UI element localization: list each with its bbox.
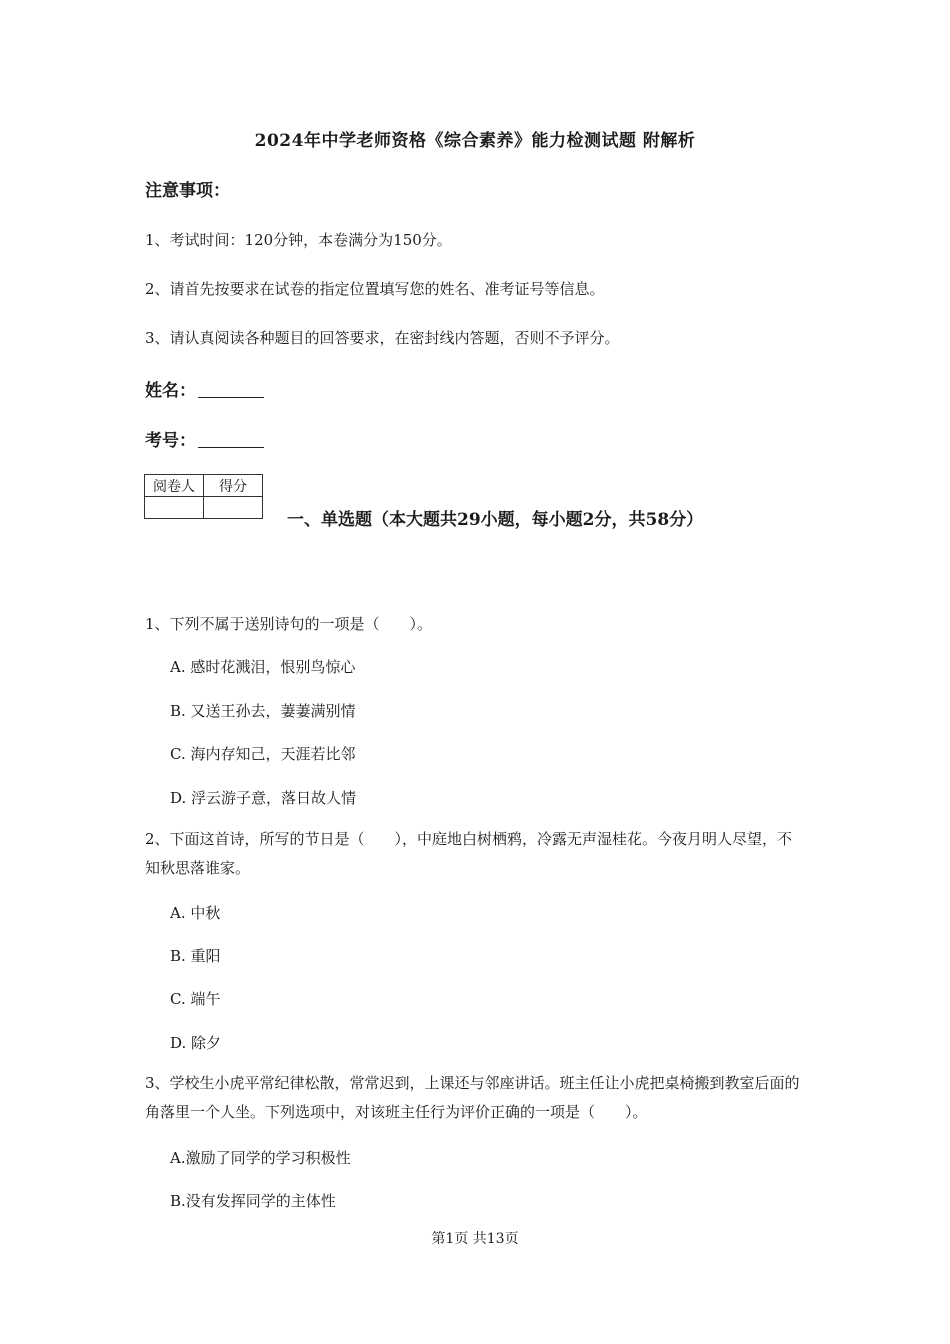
score-table — [144, 474, 263, 519]
option: A.激励了同学的学习积极性 — [170, 1149, 351, 1167]
notice-item: 1、考试时间：120分钟，本卷满分为150分。 — [145, 231, 452, 249]
page-footer: 第1页 共13页 — [431, 1231, 519, 1247]
name-label: 姓名： — [145, 381, 196, 401]
notice-item: 2、请首先按要求在试卷的指定位置填写您的姓名、准考证号等信息。 — [145, 280, 605, 298]
option: D. 浮云游子意，落日故人情 — [170, 789, 357, 807]
name-blank[interactable] — [198, 381, 264, 398]
grader-cell — [145, 497, 204, 519]
option: C. 端午 — [170, 990, 221, 1008]
page-title: 2024年中学老师资格《综合素养》能力检测试题 附解析 — [254, 131, 696, 151]
question-1: 1、下列不属于送别诗句的一项是（ ）。 — [145, 615, 433, 633]
score-header: 得分 — [204, 475, 263, 497]
question-3: 3、学校生小虎平常纪律松散，常常迟到，上课还与邻座讲话。班主任让小虎把桌椅搬到教室后面的角落里一个人坐。下列选项中，对该班主任行为评价正确的一项是（ ）。 — [145, 1074, 800, 1121]
notice-item: 3、请认真阅读各种题目的回答要求，在密封线内答题，否则不予评分。 — [145, 329, 620, 347]
exam-id-label: 考号： — [145, 431, 196, 451]
option: C. 海内存知己，天涯若比邻 — [170, 745, 356, 763]
option: B.没有发挥同学的主体性 — [170, 1192, 336, 1210]
option: D. 除夕 — [170, 1034, 222, 1052]
question-2: 2、下面这首诗，所写的节日是（ ），中庭地白树栖鸦，冷露无声湿桂花。今夜月明人尽望，不知秋思落谁家。 — [145, 830, 793, 877]
name-field — [145, 376, 264, 401]
option: B. 又送王孙去，萋萋满别情 — [170, 702, 356, 720]
score-cell — [204, 497, 263, 519]
grader-header: 阅卷人 — [145, 475, 204, 497]
exam-id-blank[interactable] — [198, 431, 264, 448]
notice-heading: 注意事项： — [145, 181, 230, 201]
section-title: 一、单选题（本大题共29小题，每小题2分，共58分） — [287, 510, 704, 530]
option: A. 感时花溅泪，恨别鸟惊心 — [170, 658, 356, 676]
option: B. 重阳 — [170, 947, 221, 965]
option: A. 中秋 — [170, 904, 221, 922]
exam-id-field — [145, 426, 264, 451]
